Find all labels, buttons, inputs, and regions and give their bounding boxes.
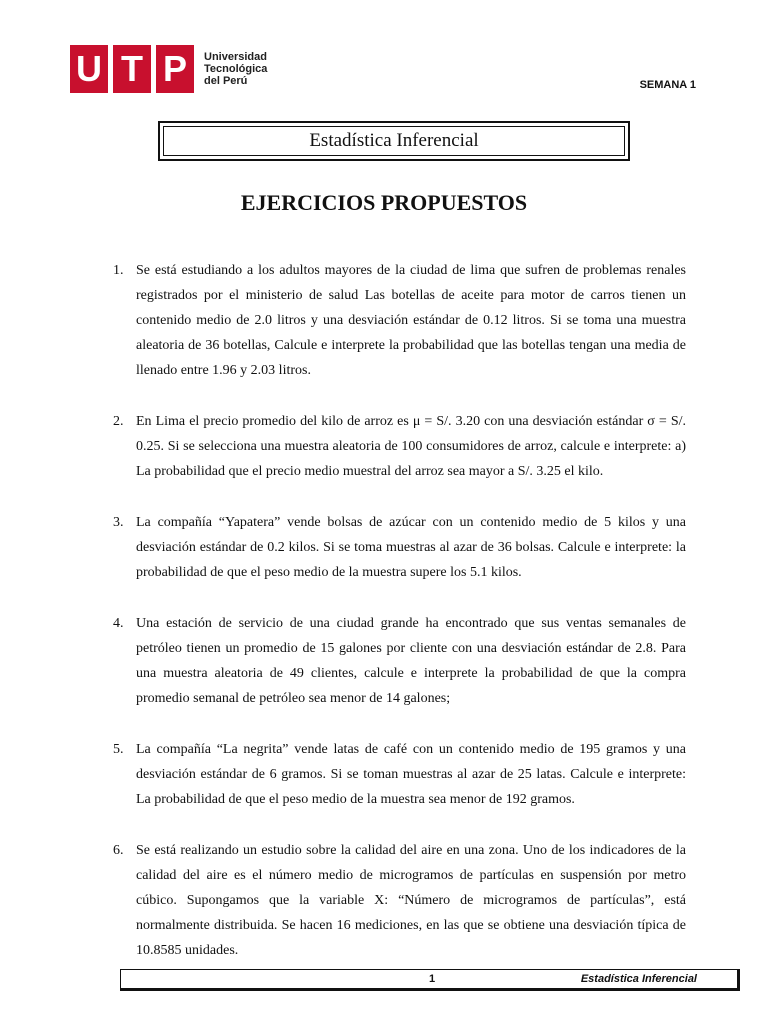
exercise-text: En Lima el precio promedio del kilo de arroz es μ = S/. 3.20 con una desviación estándar σ = S/. 0.25. Si se selecciona una muestra aleatoria de 100 consumidores de arroz, calcule e interprete: a) La probabilidad que el precio medio muestral del arroz sea mayor a S/. 3.25 el kilo. (136, 414, 686, 479)
exercise-number: 1. (113, 263, 124, 278)
logo-letter-u: U (70, 45, 108, 93)
exercise-item (113, 409, 686, 484)
exercise-text: Una estación de servicio de una ciudad grande ha encontrado que sus ventas semanales de petróleo tienen un promedio de 15 galones por cliente con una desviación estándar de 2.8. Para una muestra aleatoria de 49 clientes, calcule e interprete la probabilidad de que la compra promedio semanal de petróleo sea menor de 14 galones; (136, 616, 686, 706)
week-label: SEMANA 1 (639, 79, 696, 91)
exercise-text: Se está estudiando a los adultos mayores de la ciudad de lima que sufren de problemas renales registrados por el ministerio de salud Las botellas de aceite para motor de carros tienen un contenido medio de 2.0 litros y una desviación estándar de 0.12 litros. Si se toma una muestra aleatoria de 36 botellas, Calcule e interprete la probabilidad que las botellas tengan una media de llenado entre 1.96 y 2.03 litros. (136, 263, 686, 378)
logo-letter-t: T (113, 45, 151, 93)
exercise-text: La compañía “La negrita” vende latas de café con un contenido medio de 195 gramos y una desviación estándar de 6 gramos. Si se toman muestras al azar de 25 latas. Calcule e interprete: La probabilidad de que el peso medio de la muestra sea menor de 192 gramos. (136, 742, 686, 807)
page-title: EJERCICIOS PROPUESTOS (240, 190, 528, 215)
exercise-text: La compañía “Yapatera” vende bolsas de azúcar con un contenido medio de 5 kilos y una desviación estándar de 0.2 kilos. Si se toma muestras al azar de 36 bolsas. Calcule e interprete: la probabilidad de que el peso medio de la muestra supere los 5.1 kilos. (136, 515, 686, 580)
course-title-box (158, 121, 630, 161)
course-title: Estadística Inferencial (163, 126, 625, 156)
exercise-item (113, 258, 686, 383)
exercise-text: Se está realizando un estudio sobre la calidad del aire en una zona. Uno de los indicadores de la calidad del aire es el número medio de microgramos de partículas en suspensión por metro cúbico. Supongamos que la variable X: “Número de microgramos de partículas”, está normalmente distribuida. Se hacen 16 mediciones, en las que se obtiene una desviación típica de 10.8585 unidades. (136, 843, 686, 958)
exercise-list (113, 258, 686, 963)
logo-letter-p: P (156, 45, 194, 93)
exercise-number: 4. (113, 616, 124, 631)
utp-logo (70, 45, 267, 93)
exercise-item (113, 737, 686, 812)
exercise-number: 3. (113, 515, 124, 530)
logo-text-line: del Perú (204, 75, 248, 87)
exercise-number: 6. (113, 843, 124, 858)
footer-title: Estadística Inferencial (580, 973, 697, 985)
logo-text (204, 51, 267, 87)
exercise-item (113, 611, 686, 711)
page-footer (120, 969, 740, 991)
exercise-item (113, 838, 686, 963)
exercise-number: 5. (113, 742, 124, 757)
logo-text-line: Tecnológica (204, 63, 268, 75)
logo-text-line: Universidad (204, 51, 267, 63)
exercise-item (113, 510, 686, 585)
page-number: 1 (429, 973, 436, 985)
exercise-number: 2. (113, 414, 124, 429)
